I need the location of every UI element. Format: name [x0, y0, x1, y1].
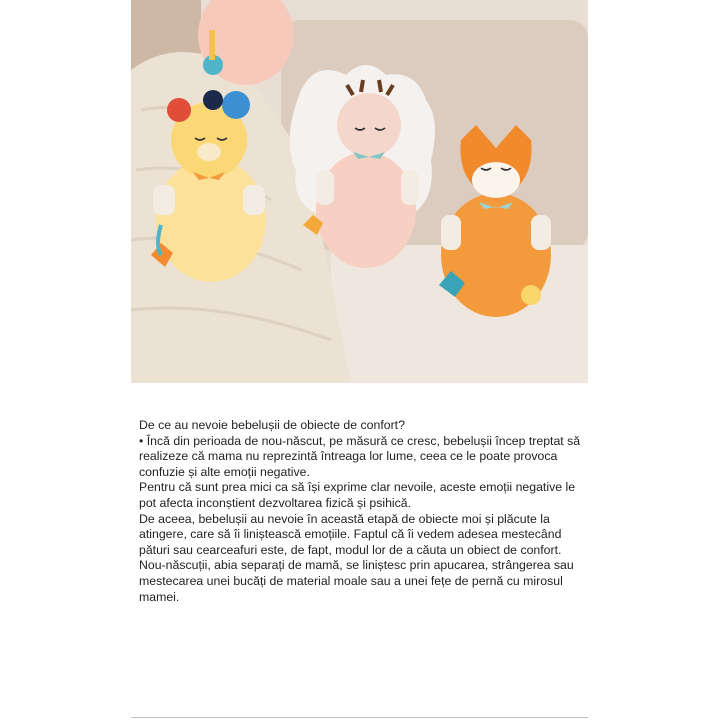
product-photo [131, 0, 588, 383]
article-question: De ce au nevoie bebelușii de obiecte de confort? [139, 418, 405, 432]
plush-toys-illustration [131, 0, 588, 383]
article-paragraph: De aceea, bebelușii au nevoie în această etapă de obiecte moi și plăcute la atingere, care să îi liniștească emoțiile. Faptul că îi vedem adesea mestecând pături sau cearceafuri este, de fapt, modul lor de a căuta un obiect de confort. [139, 511, 562, 557]
divider [131, 717, 588, 718]
article-paragraph: • Încă din perioada de nou-născut, pe măsură ce cresc, bebelușii încep treptat să realizeze că mama nu reprezintă întreaga lor lume, ceea ce le poate provoca confuzie și alte emoții negative. [139, 433, 581, 479]
article-text [139, 418, 589, 605]
article-paragraph: Nou-născuții, abia separați de mamă, se liniștesc prin apucarea, strângerea sau mestecarea unei bucăți de material moale sau a unei fețe de pernă cu mirosul mamei. [139, 558, 574, 604]
article-paragraph: Pentru că sunt prea mici ca să își exprime clar nevoile, aceste emoții negative le pot afecta inconștient dezvoltarea fizică și psihică. [139, 480, 576, 510]
